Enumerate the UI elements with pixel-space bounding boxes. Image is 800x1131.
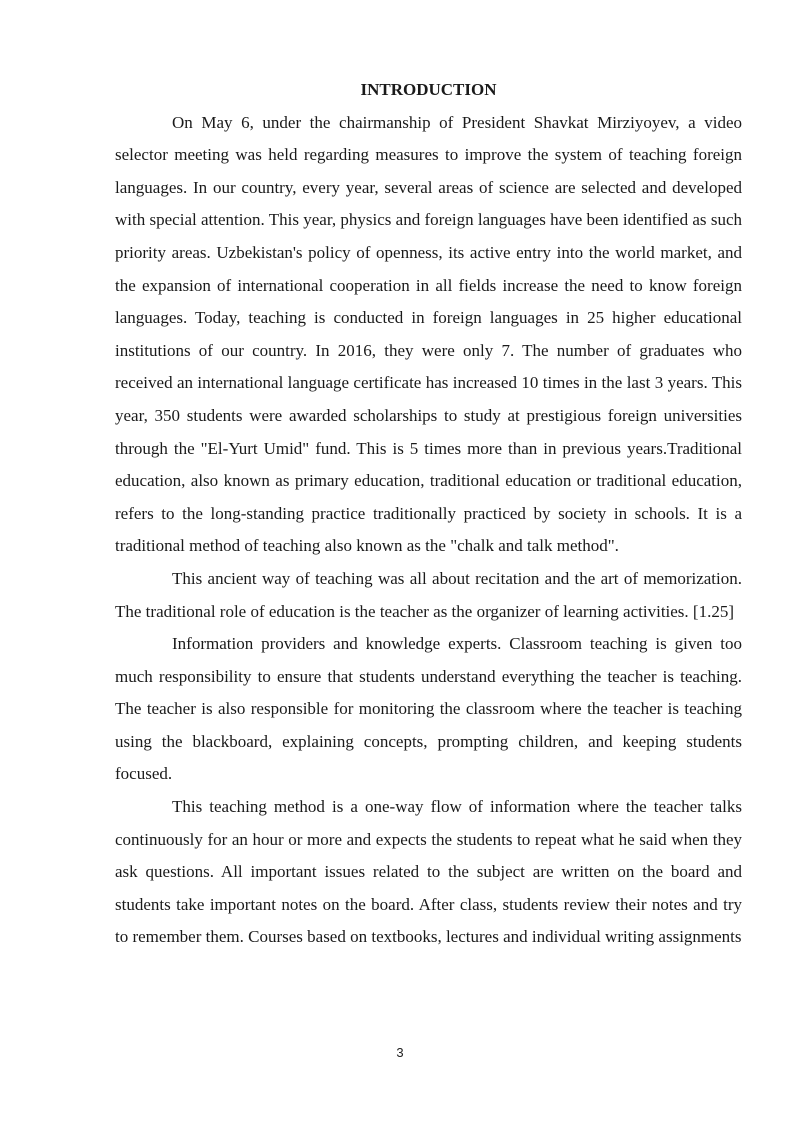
page-number: 3 <box>396 1045 404 1060</box>
document-body <box>115 74 742 954</box>
section-heading: INTRODUCTION <box>360 80 497 99</box>
paragraph-3: Information providers and knowledge experts. Classroom teaching is given too much responsibility to ensure that students understand everything the teacher is teaching. The teacher is also responsible for monitoring the classroom where the teacher is teaching using the blackboard, explaining concepts, prompting children, and keeping students focused. <box>115 634 742 784</box>
paragraph-2: This ancient way of teaching was all about recitation and the art of memorization. The traditional role of education is the teacher as the organizer of learning activities. [1.25] <box>115 568 742 621</box>
paragraph-1: On May 6, under the chairmanship of President Shavkat Mirziyoyev, a video selector meeting was held regarding measures to improve the system of teaching foreign languages. In our country, every year, several areas of science are selected and developed with special attention. This year, physics and foreign languages have been identified as such priority areas. Uzbekistan's policy of openness, its active entry into the world market, and the expansion of international cooperation in all fields increase the need to know foreign languages. Today, teaching is conducted in foreign languages in 25 higher educational institutions of our country. In 2016, they were only 7. The number of graduates who received an international language certificate has increased 10 times in the last 3 years. This year, 350 students were awarded scholarships to study at prestigious foreign universities through the "El-Yurt Umid" fund. This is 5 times more than in previous years.Traditional education, also known as primary education, traditional education or traditional education, refers to the long-standing practice traditionally practiced by society in schools. It is a traditional method of teaching also known as the "chalk and talk method". <box>115 112 742 556</box>
paragraph-4: This teaching method is a one-way flow of information where the teacher talks continuously for an hour or more and expects the students to repeat what he said when they ask questions. All important issues related to the subject are written on the board and students take important notes on the board. After class, students review their notes and try to remember them. Courses based on textbooks, lectures and individual writing assignments <box>115 797 742 947</box>
